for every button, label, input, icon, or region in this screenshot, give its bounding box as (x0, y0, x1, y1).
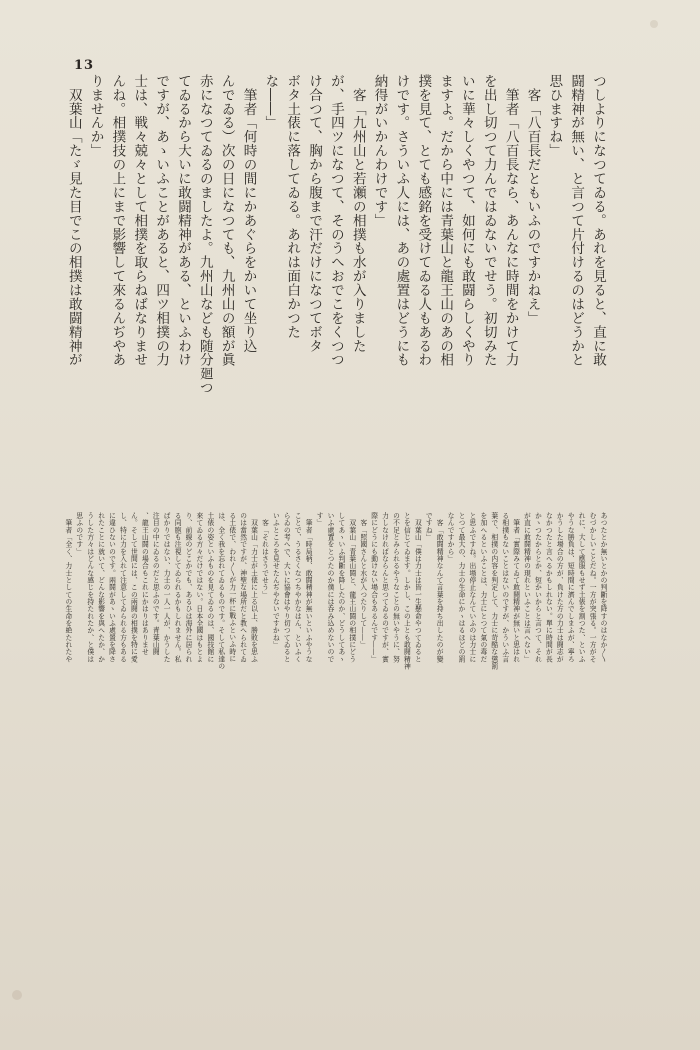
text-column: る相撲もないことはないのですが、かういふ言 (500, 512, 509, 663)
text-column: 闘精神が無い、と言つて片付けるのはどうかと (568, 74, 585, 367)
text-column: つしよりになつてゐる。あれを見ると、直に敢 (590, 74, 606, 367)
text-column: のは當然ですが、神聖な場所だと教へられてゐ (238, 512, 247, 663)
text-column: り、前線のどこかでも、あるひは海外に居られ (184, 512, 193, 663)
text-column: なんですから」 (446, 512, 455, 563)
page-number: 13 (74, 58, 95, 73)
text-column: は、全く我を忘れてゐるものです。そして私達の (216, 512, 225, 670)
text-column: 双葉山「僕は力士は皆一生懸命やつてゐると (413, 512, 422, 663)
text-column: 撲を見て、とても感銘を受けてゐる人もあるわ (415, 74, 432, 367)
text-column: かゝつたからとか、短かいからと言つて、それ (533, 512, 542, 663)
text-column: 客「九州山と若瀬の相撲も水が入りました (349, 74, 366, 353)
text-column: いふ處置をとつたのか僕には呑み込めないので (326, 512, 334, 663)
text-column: ですが、あゝいふことがあると、四ツ相撲の力 (153, 74, 170, 367)
text-column: ますよ。だから中には青葉山と龍王山のあの相 (437, 74, 454, 367)
text-column: 筆者「全く、力士としての生命を絶たれたや (63, 512, 72, 663)
text-column: れに、大して應服もせず土俵を割つた、といふ (577, 512, 586, 663)
text-column: とつて最大の、力士の生命にかゝはるほどの罰 (457, 512, 466, 663)
text-column: 客「照國さんと水が入つたりして――」 (358, 512, 367, 649)
text-column: 赤になつてゐるのましたよ。九州山なども随分廻つ (196, 74, 213, 395)
text-column: 双葉山「力士が土俵に上る以上、勝敗を思ふ (249, 512, 258, 663)
text-column: す」 (315, 512, 324, 527)
text-column: いふところを見せたんぢやないですかね」 (271, 512, 280, 649)
text-column: と思ふですね。出場停止なんていふのは力士に (467, 512, 476, 663)
text-column: いに華々しくやつて、如何にも敢闘らしくやり (458, 74, 475, 367)
text-column: 筆者「八百長なら、あんなに時間をかけて力 (502, 74, 519, 367)
text-column: ですね」 (424, 512, 433, 541)
text-block-lower-left (62, 512, 335, 957)
text-column: れたことに就いて、どんな影響を與へたか、か (96, 512, 105, 663)
text-column: んね。相撲技の上にまで影響して來るんぢやあ (109, 74, 126, 367)
text-column: 筆者「何時の間にかあぐらをかいて坐り込 (240, 74, 257, 353)
text-column: 客「敢闘精神なんて言葉を持ち出したのが變 (435, 512, 444, 663)
text-column: を加へるといふことは、力士にとつて氣の毒だ (478, 512, 487, 663)
text-column: ん。そして世間には、この兩闘の相撲を特に愛 (129, 512, 138, 663)
text-column: が直に敢闘精神の現れといふことは言へない」 (522, 512, 531, 663)
text-column: 注目の中にゐるのだと思ふのです。青葉山闘 (151, 512, 160, 656)
paper-stain (650, 20, 658, 28)
text-column: 双葉山「たゞ見た目でこの相撲は敢闘精神が (65, 74, 82, 367)
text-block-upper (62, 74, 608, 464)
text-column: 葉で、相撲の内容を判定して、力士に苛酷な懲罰 (489, 512, 498, 670)
text-column: が、手四ツになつて、そのうへおでこをくつつ (327, 74, 344, 367)
text-column: なかつたと言へるかもしれない。單に時間が長 (544, 512, 553, 663)
text-column: 士は、戦々兢々として相撲を取らねばなりませ (131, 74, 148, 367)
text-column: る土俵で、われ〳〵が力一杯に戰ふといふ時に (227, 512, 236, 663)
text-column: 客「それはさうでせう」 (260, 512, 269, 599)
text-column: 思ひますね」 (546, 74, 563, 158)
text-column: うした方々はどんな感じを持たれたか、と僕は (85, 512, 94, 663)
text-column: むづかしいことだね。一方が突張る。一方がそ (588, 512, 597, 663)
text-column: あつたとか無いとかの判斷を降すのはなか〳〵 (599, 512, 607, 663)
text-column: る同胞も注視してゐられるかもしれません。私 (173, 512, 182, 663)
text-column: 双葉山「青葉山闘と、龍王山闘の相撲にどう (347, 512, 356, 663)
text-column: 土俵の姿といふものを見てゐるのは、國技館に (205, 512, 214, 663)
text-column: ことで、うるさくなつちやかなはん、といふく (293, 512, 302, 663)
text-column: やうな勝負は、短時間に濟んでしまふが、寧ろ (566, 512, 575, 663)
text-column: 、龍王山闘の場合もこれにかはりはありませ (140, 512, 149, 656)
text-column: け合つて、胸から腹まで汗だけになつてボタ (306, 74, 323, 353)
text-column: とを信じてゐます。しかし、この上とも敢闘精神 (402, 512, 411, 670)
text-column: りませんか」 (87, 74, 104, 158)
text-column: 思ふのです」 (74, 512, 83, 556)
text-column: を出し切つて力んではゐないでせう。初切みた (480, 74, 497, 367)
text-column: けです。さういふ人には、あの處置はどうにも (393, 74, 410, 367)
text-column: 客「八百長だともいふのですかねえ」 (524, 74, 541, 325)
text-column: の不足とみられるやうなことの無いやうに、努 (391, 512, 400, 663)
text-column: 力しなければならんと思つてゐるのですが、實 (380, 512, 389, 663)
text-column: ボタ土俵に落してゐる。あれは面白かつた (284, 74, 301, 339)
text-column: ばかりではない、力士の一人一人が、かうした (162, 512, 171, 663)
text-column: 筆者「時局柄、敢闘精神が無いといふやうな (304, 512, 313, 663)
text-column: 納得がいかんわけです」 (371, 74, 388, 228)
text-column: かうした場合の方が、負けた方の力士は闘志が (555, 512, 564, 663)
text-block-lower (335, 512, 608, 957)
text-column: 際にどうにも動けない場合もあるんです――」 (369, 512, 378, 663)
text-column: 來てゐる方々だけではない。日本全國はもとよ (194, 512, 203, 663)
text-column: に違ひないのです。兩闘があゝいふ處置を降さ (107, 512, 116, 663)
text-column: てゐるから大いに敢闘精神がある、といふわけ (174, 74, 191, 367)
text-column: らゐの考へで、大いに協會はやり切つてゐると (282, 512, 291, 663)
text-column: してあゝいふ判斷を降したのか、どうしてあゝ (336, 512, 345, 663)
text-column: んでゐる）次の日になつても、九州山の額が眞 (218, 74, 235, 367)
paper-stain (12, 990, 22, 1000)
text-column: な――」 (262, 74, 279, 130)
text-column: し、特に力を入れて注意してゐられる方もある (118, 512, 127, 663)
text-column: 筆者「實際みてゐて敢闘精神が無いと思はれ (511, 512, 520, 663)
